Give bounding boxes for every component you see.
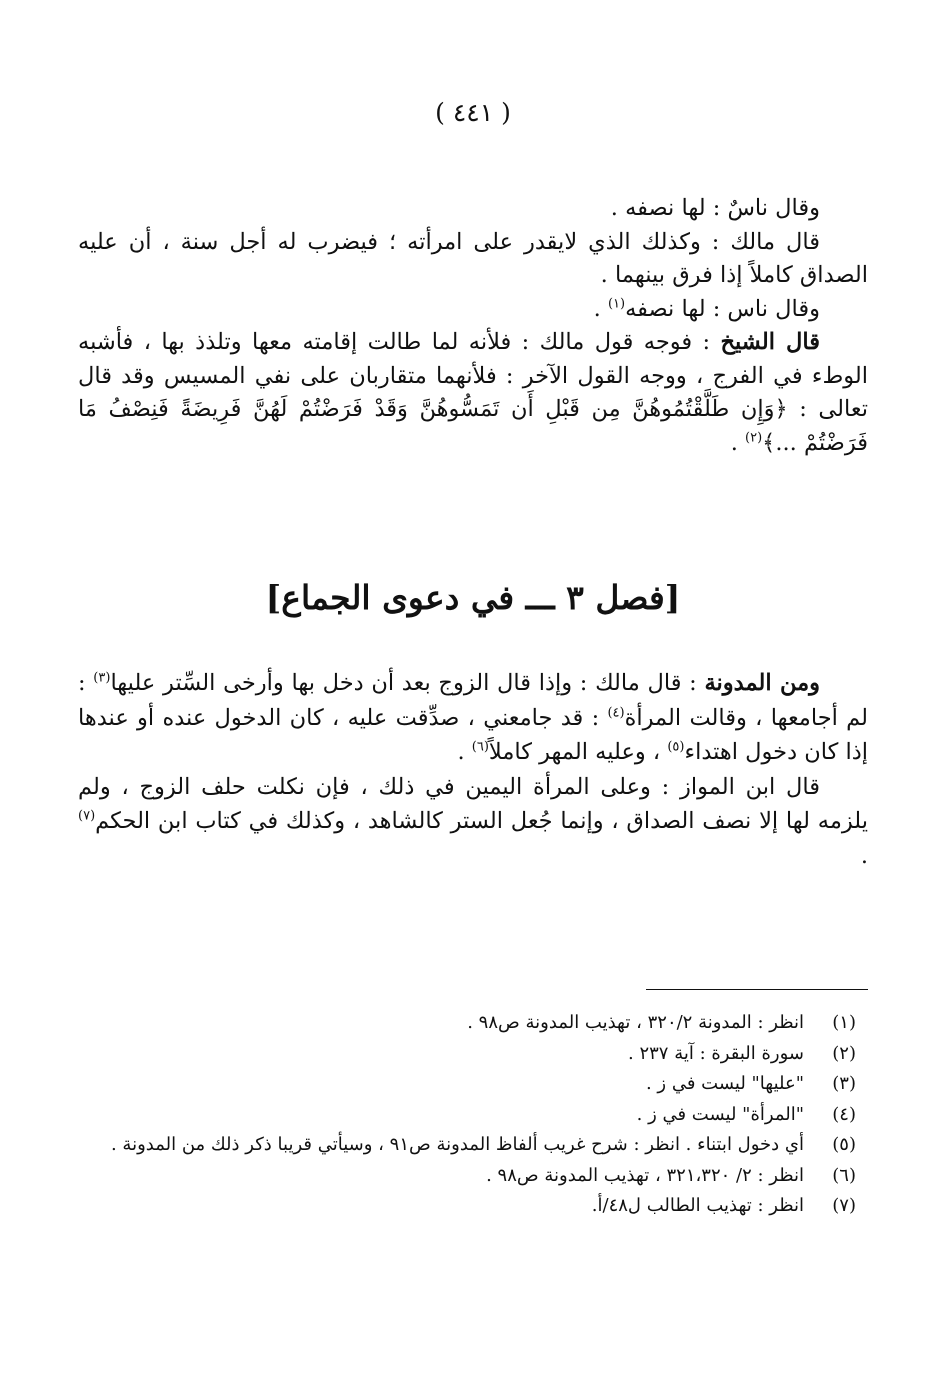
- footnotes: [78, 1008, 868, 1222]
- footnote-text: انظر : المدونة ٣٢٠/٢ ، تهذيب المدونة ص٩٨ .: [467, 1012, 804, 1033]
- footnote-ref: (٢): [745, 430, 763, 445]
- paragraph-text: : قال مالك : وإذا قال الزوج بعد أن دخل بها وأرخى السِّتر عليها: [110, 670, 705, 696]
- paragraph-2: [78, 226, 868, 293]
- footnote-ref: (٧): [78, 808, 96, 824]
- footnote-number: (٥): [832, 1134, 856, 1155]
- footnote-2: [78, 1039, 868, 1070]
- footnote-1: [78, 1008, 868, 1039]
- paragraph-text: : لم أجامعها ، وقالت المرأة: [78, 670, 868, 731]
- page-number: ( ٤٤١ ): [435, 98, 511, 127]
- paragraph-text: : قد جامعني ، صدِّقت عليه ، كان الدخول عنده أو عندها إذا كان دخول اهتداء: [78, 704, 868, 765]
- footnote-ref: (٦): [471, 739, 489, 755]
- paragraph-text: : فوجه قول مالك : فلأنه لما طالت إقامته معها وتلذذ بها ، فأشبه الوطء في الفرج ، ووجه القول الآخر : فلأنهما متقاربان على نفي المسيس وقد قال تعالى : ﴿وَإِن طَلَّقْتُمُوهُنَّ مِن قَبْلِ أَن تَمَسُّوهُنَّ وَقَدْ فَرَضْتُمْ لَهُنَّ فَرِيضَةً فَنِصْفُ مَا فَرَضْتُمْ ...﴾: [78, 329, 868, 456]
- footnote-3: [78, 1069, 868, 1100]
- paragraph-text: قال مالك : وكذلك الذي لايقدر على امرأته ؛ فيضرب له أجل سنة ، أن عليه الصداق كاملاً إذا فرق بينهما .: [78, 228, 868, 288]
- footnote-text: أي دخول ابتناء . انظر : شرح غريب ألفاظ المدونة ص٩١ ، وسيأتي قريبا ذكر ذلك من المدونة .: [110, 1134, 804, 1155]
- footnote-6: [78, 1161, 868, 1192]
- footnote-ref: (٥): [667, 739, 685, 755]
- footnote-7: [78, 1191, 868, 1222]
- paragraph-text: قال ابن المواز : وعلى المرأة اليمين في ذلك ، فإن نكلت حلف الزوج ، ولم يلزمه لها إلا نصف الصداق ، وإنما جُعل الستر كالشاهد ، وكذلك في كتاب ابن الحكم: [78, 773, 868, 834]
- paragraph-6: [78, 770, 868, 874]
- paragraph-1: [78, 192, 868, 226]
- paragraph-3: [78, 293, 868, 327]
- footnote-text: سورة البقرة : آية ٢٣٧ .: [628, 1042, 804, 1064]
- footnote-divider: [646, 989, 868, 990]
- footnote-number: (٢): [832, 1042, 856, 1064]
- source-label: ومن المدونة: [704, 670, 821, 696]
- paragraph-tail: .: [457, 739, 472, 765]
- paragraph-tail: .: [593, 295, 608, 322]
- footnote-number: (٦): [832, 1164, 856, 1186]
- paragraph-text: وقال ناسٌ : لها نصفه .: [610, 195, 820, 221]
- main-text: [78, 192, 868, 460]
- paragraph-tail: .: [730, 429, 746, 456]
- footnote-ref: (١): [607, 296, 626, 311]
- footnote-text: "عليها" ليست في ز .: [645, 1073, 804, 1094]
- paragraph-text: ، وعليه المهر كاملاً: [488, 739, 668, 765]
- footnote-number: (٧): [832, 1195, 856, 1216]
- paragraph-4: [78, 326, 868, 460]
- footnote-5: [78, 1130, 868, 1161]
- main-text-2: [78, 666, 868, 873]
- footnote-number: (٣): [832, 1073, 856, 1094]
- footnote-text: انظر : ٢/ ٣٢١،٣٢٠ ، تهذيب المدونة ص٩٨ .: [486, 1164, 804, 1186]
- paragraph-5: [78, 666, 868, 770]
- footnote-number: (٤): [832, 1103, 856, 1125]
- section-heading: [فصل ٣ ـــ في دعوى الجماع]: [265, 578, 681, 617]
- speaker-label: قال الشيخ: [720, 329, 820, 355]
- footnote-ref: (٣): [93, 670, 111, 686]
- footnote-number: (١): [832, 1012, 856, 1033]
- footnote-text: "المرأة" ليست في ز .: [636, 1103, 804, 1125]
- footnote-ref: (٤): [607, 705, 625, 720]
- footnote-4: [78, 1100, 868, 1131]
- paragraph-text: وقال ناس : لها نصفه: [625, 295, 820, 322]
- footnote-text: انظر : تهذيب الطالب ل٤٨/أ.: [591, 1195, 804, 1216]
- paragraph-tail: .: [860, 842, 868, 869]
